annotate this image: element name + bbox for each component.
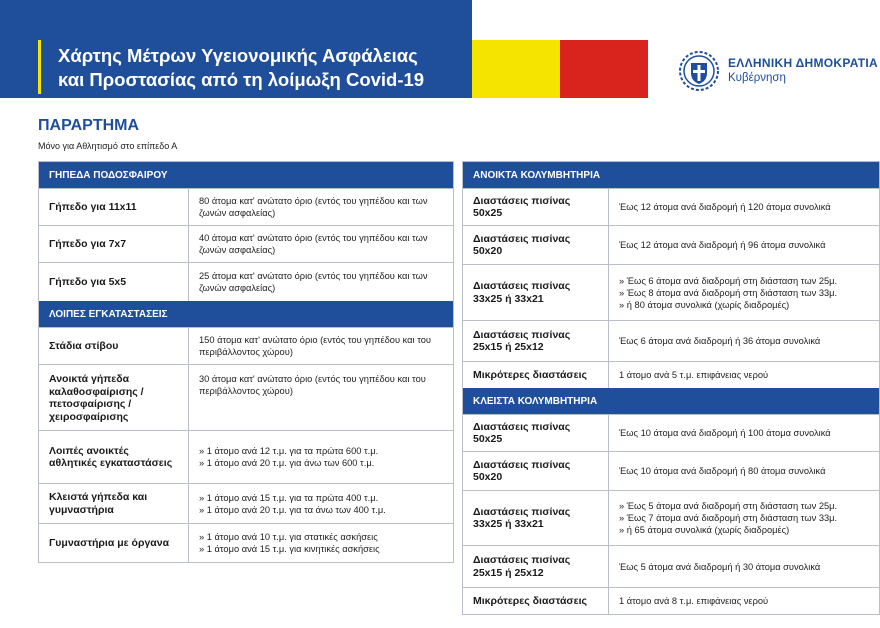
government-name: ΕΛΛΗΝΙΚΗ ΔΗΜΟΚΡΑΤΙΑ: [728, 56, 878, 70]
row-value: 1 άτομο ανά 5 τ.μ. επιφάνειας νερού: [619, 370, 769, 380]
bullet-item: » 1 άτομο ανά 20 τ.μ. για άνω των 600 τ.μ.: [199, 457, 443, 469]
bullet-item: » Έως 6 άτομα ανά διαδρομή στη διάσταση των 25μ.: [619, 275, 869, 287]
bullet-item: » 1 άτομο ανά 15 τ.μ. για κινητικές ασκήσεις: [199, 543, 443, 555]
bullet-item: » 1 άτομο ανά 10 τ.μ. για στατικές ασκήσεις: [199, 531, 443, 543]
table-row: [463, 490, 879, 545]
table-row: [463, 320, 879, 361]
row-value: 25 άτομα κατ' ανώτατο όριο (εντός του γηπέδου και των ζωνών ασφαλείας): [199, 271, 428, 293]
row-label: Στάδια στίβου: [39, 328, 189, 364]
row-value: [609, 491, 879, 545]
row-label: Ανοικτά γήπεδα καλαθοσφαίρισης / πετοσφαίρισης / χειροσφαίρισης: [39, 365, 189, 430]
right-table: [462, 161, 880, 615]
government-subtitle: Κυβέρνηση: [728, 72, 786, 84]
row-value: 1 άτομο ανά 8 τ.μ. επιφάνειας νερού: [619, 596, 769, 606]
flag-red-block: [560, 40, 648, 98]
table-row: [39, 225, 453, 262]
bullet-item: » ή 65 άτομα συνολικά (χωρίς διαδρομές): [619, 524, 869, 536]
table-row: [39, 483, 453, 523]
bullet-item: » Έως 7 άτομα ανά διαδρομή στη διάσταση των 33μ.: [619, 512, 869, 524]
section-header-open-pools: ΑΝΟΙΚΤΑ ΚΟΛΥΜΒΗΤΗΡΙΑ: [463, 162, 879, 188]
row-label: Γήπεδο για 5x5: [39, 263, 189, 301]
table-row: [463, 451, 879, 490]
row-label: Διαστάσεις πισίνας 50x25: [463, 189, 609, 225]
table-row: [463, 264, 879, 320]
table-row: [39, 262, 453, 301]
row-value: 80 άτομα κατ' ανώτατο όριο (εντός του γηπέδου και των ζωνών ασφαλείας): [199, 196, 428, 218]
table-row: [463, 414, 879, 451]
row-value: Έως 6 άτομα ανά διαδρομή ή 36 άτομα συνολικά: [619, 336, 821, 346]
row-label: Διαστάσεις πισίνας 25x15 ή 25x12: [463, 546, 609, 587]
row-value: [189, 431, 453, 483]
row-label: Λοιπές ανοικτές αθλητικές εγκαταστάσεις: [39, 431, 189, 483]
row-label: Μικρότερες διαστάσεις: [463, 362, 609, 388]
bullet-item: » 1 άτομο ανά 15 τ.μ. για τα πρώτα 400 τ.μ.: [199, 492, 443, 504]
row-label: Μικρότερες διαστάσεις: [463, 588, 609, 614]
title-line-1: Χάρτης Μέτρων Υγειονομικής Ασφάλειας: [58, 45, 418, 66]
header-accent-line: [38, 40, 41, 94]
row-value: Έως 12 άτομα ανά διαδρομή ή 96 άτομα συνολικά: [619, 240, 826, 250]
flag-yellow-block: [472, 40, 560, 98]
table-row: [463, 587, 879, 614]
row-label: Διαστάσεις πισίνας 50x20: [463, 452, 609, 490]
greek-emblem-icon: [678, 50, 720, 92]
section-header-football: ΓΗΠΕΔΑ ΠΟΔΟΣΦΑΙΡΟΥ: [39, 162, 453, 188]
bullet-list: [199, 445, 443, 469]
bullet-list: [619, 275, 869, 311]
row-value: 30 άτομα κατ' ανώτατο όριο (εντός του γηπέδου και του περιβάλλοντος χώρου): [199, 374, 426, 396]
row-value: [189, 484, 453, 523]
table-row: [463, 545, 879, 587]
bullet-list: [619, 500, 869, 536]
page-title: [58, 44, 468, 92]
row-value: [189, 524, 453, 562]
annex-subtitle: Μόνο για Αθλητισμό στο επίπεδο Α: [38, 141, 178, 151]
row-value: Έως 12 άτομα ανά διαδρομή ή 120 άτομα συνολικά: [619, 202, 831, 212]
row-label: Γήπεδο για 7x7: [39, 226, 189, 262]
bullet-item: » 1 άτομο ανά 20 τ.μ. για τα άνω των 400 τ.μ.: [199, 504, 443, 516]
section-header-other-facilities: ΛΟΙΠΕΣ ΕΓΚΑΤΑΣΤΑΣΕΙΣ: [39, 301, 453, 327]
row-value: 40 άτομα κατ' ανώτατο όριο (εντός του γηπέδου και των ζωνών ασφαλείας): [199, 233, 428, 255]
table-row: [39, 523, 453, 562]
bullet-item: » Έως 5 άτομα ανά διαδρομή στη διάσταση των 25μ.: [619, 500, 869, 512]
row-value: Έως 10 άτομα ανά διαδρομή ή 80 άτομα συνολικά: [619, 466, 826, 476]
left-table: [38, 161, 454, 563]
table-row: [463, 225, 879, 264]
bullet-item: » 1 άτομο ανά 12 τ.μ. για τα πρώτα 600 τ.μ.: [199, 445, 443, 457]
row-label: Διαστάσεις πισίνας 25x15 ή 25x12: [463, 321, 609, 361]
bullet-item: » ή 80 άτομα συνολικά (χωρίς διαδρομές): [619, 299, 869, 311]
row-label: Γήπεδο για 11x11: [39, 189, 189, 225]
row-value: Έως 5 άτομα ανά διαδρομή ή 30 άτομα συνολικά: [619, 561, 821, 572]
row-label: Γυμναστήρια με όργανα: [39, 524, 189, 562]
table-row: [39, 364, 453, 430]
bullet-list: [199, 531, 443, 555]
annex-title: ΠΑΡΑΡΤΗΜΑ: [38, 117, 140, 134]
bullet-list: [199, 492, 443, 516]
row-label: Κλειστά γήπεδα και γυμναστήρια: [39, 484, 189, 523]
row-value: 150 άτομα κατ' ανώτατο όριο (εντός του γηπέδου και του περιβάλλοντος χώρου): [199, 335, 431, 357]
row-value: Έως 10 άτομα ανά διαδρομή ή 100 άτομα συνολικά: [619, 428, 831, 438]
table-row: [463, 188, 879, 225]
table-row: [39, 188, 453, 225]
row-label: Διαστάσεις πισίνας 33x25 ή 33x21: [463, 491, 609, 545]
row-label: Διαστάσεις πισίνας 33x25 ή 33x21: [463, 265, 609, 320]
table-row: [39, 327, 453, 364]
title-line-2: και Προστασίας από τη λοίμωξη Covid-19: [58, 69, 425, 90]
row-label: Διαστάσεις πισίνας 50x20: [463, 226, 609, 264]
table-row: [463, 361, 879, 388]
section-header-closed-pools: ΚΛΕΙΣΤΑ ΚΟΛΥΜΒΗΤΗΡΙΑ: [463, 388, 879, 414]
table-row: [39, 430, 453, 483]
bullet-item: » Έως 8 άτομα ανά διαδρομή στη διάσταση των 33μ.: [619, 287, 869, 299]
row-label: Διαστάσεις πισίνας 50x25: [463, 415, 609, 451]
row-value: [609, 265, 879, 320]
